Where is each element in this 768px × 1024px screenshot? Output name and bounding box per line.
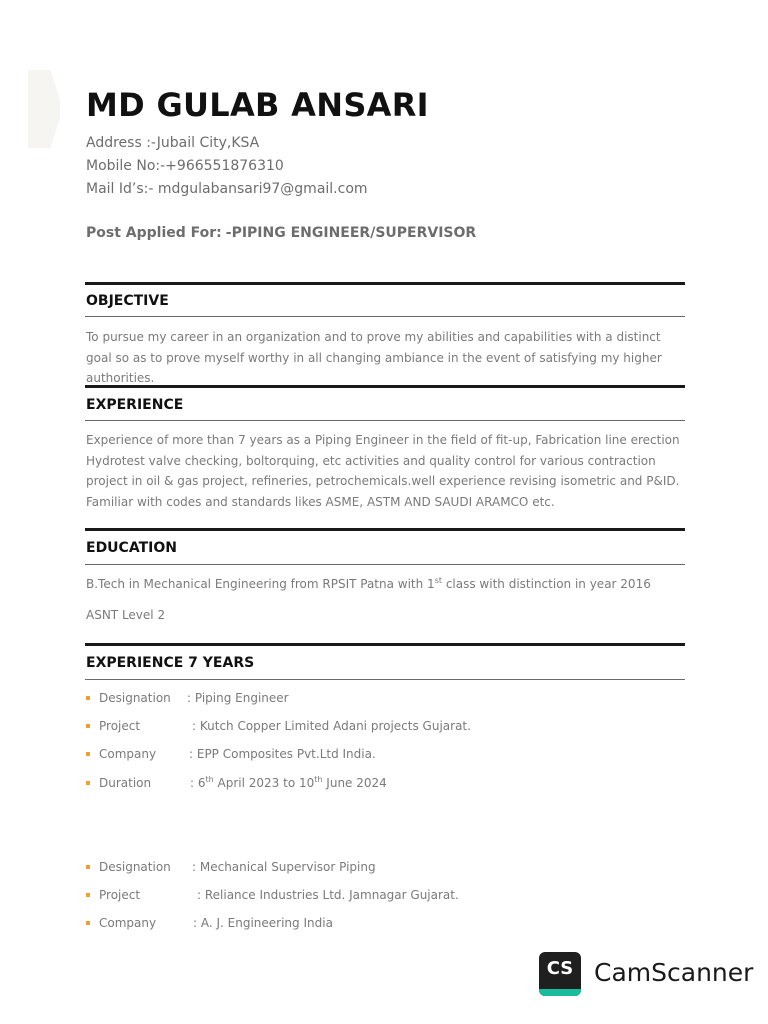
job2-designation [86, 860, 376, 874]
education-heading: EDUCATION [86, 540, 177, 556]
exp-years-bottom-rule [85, 679, 685, 680]
job1-duration-c: June 2024 [322, 776, 387, 790]
bullet-icon [86, 724, 90, 728]
job1-project-key: Project [99, 719, 141, 733]
job1-duration-a: : 6 [190, 776, 206, 790]
job1-company-val: : EPP Composites Pvt.Ltd India. [189, 747, 376, 761]
job2-project [86, 888, 459, 902]
education-cert: ASNT Level 2 [86, 608, 166, 622]
degree-sup: st [434, 576, 443, 585]
job2-project-key: Project [99, 888, 141, 902]
bullet-icon [86, 696, 90, 700]
objective-bottom-rule [85, 316, 685, 317]
post-label: Post Applied For: [86, 225, 222, 241]
bullet-icon [86, 752, 90, 756]
job1-duration-sup1: th [205, 775, 214, 784]
corner-tab-decoration [28, 70, 60, 148]
mobile-line: Mobile No:-+966551876310 [86, 158, 284, 174]
bullet-icon [86, 865, 90, 869]
job1-project-val: : Kutch Copper Limited Adani projects Gujarat. [192, 719, 471, 733]
experience-bottom-rule [85, 420, 685, 421]
job2-project-val: : Reliance Industries Ltd. Jamnagar Gujarat. [197, 888, 459, 902]
job1-duration-b: April 2023 to 10 [213, 776, 315, 790]
camscanner-logo-band [539, 989, 581, 996]
post-value: -PIPING ENGINEER/SUPERVISOR [225, 225, 477, 241]
objective-text: To pursue my career in an organization and to prove my abilities and capabilities with a distinct goal so as to prove myself worthy in all changing ambiance in the event of satisfying my higher authorities. [86, 330, 662, 385]
education-degree [86, 576, 651, 591]
job1-duration-key: Duration [99, 776, 152, 790]
camscanner-logo-icon [539, 952, 581, 996]
degree-text-a: B.Tech in Mechanical Engineering from RPSIT Patna with 1 [86, 577, 435, 591]
bullet-icon [86, 781, 90, 785]
job2-company-val: : A. J. Engineering India [193, 916, 333, 930]
job1-designation [86, 691, 289, 705]
job2-designation-key: Designation [99, 860, 171, 874]
objective-top-rule [85, 282, 685, 285]
job2-company-key: Company [99, 916, 157, 930]
job1-company [86, 747, 376, 761]
education-bottom-rule [85, 564, 685, 565]
mail-line: Mail Id’s:- mdgulabansari97@gmail.com [86, 181, 368, 197]
bullet-icon [86, 893, 90, 897]
bullet-icon [86, 921, 90, 925]
job1-designation-val: : Piping Engineer [187, 691, 289, 705]
degree-text-b: class with distinction in year 2016 [442, 577, 651, 591]
education-top-rule [85, 528, 685, 531]
job2-company [86, 916, 333, 930]
job1-project [86, 719, 471, 733]
job1-designation-key: Designation [99, 691, 171, 705]
address-line: Address :-Jubail City,KSA [86, 135, 260, 151]
exp-years-heading: EXPERIENCE 7 YEARS [86, 655, 255, 671]
job1-duration-sup2: th [314, 775, 323, 784]
candidate-name: MD GULAB ANSARI [86, 86, 429, 124]
experience-text: Experience of more than 7 years as a Piping Engineer in the field of fit-up, Fabrication line erection Hydrotest valve checking, boltorquing, etc activities and quality control for various contraction project in oil & gas project, refineries, petrochemicals.well experience revising isometric and P&ID. Familiar with codes and standards likes ASME, ASTM AND SAUDI ARAMCO etc. [86, 433, 680, 509]
exp-years-top-rule [85, 643, 685, 646]
job1-duration [86, 775, 387, 790]
camscanner-brand: CamScanner [594, 958, 754, 987]
experience-top-rule [85, 385, 685, 388]
camscanner-logo-text: CS [546, 958, 574, 979]
post-applied [86, 225, 476, 241]
job2-designation-val: : Mechanical Supervisor Piping [192, 860, 376, 874]
experience-heading: EXPERIENCE [86, 397, 184, 413]
job1-company-key: Company [99, 747, 157, 761]
objective-heading: OBJECTIVE [86, 293, 169, 309]
